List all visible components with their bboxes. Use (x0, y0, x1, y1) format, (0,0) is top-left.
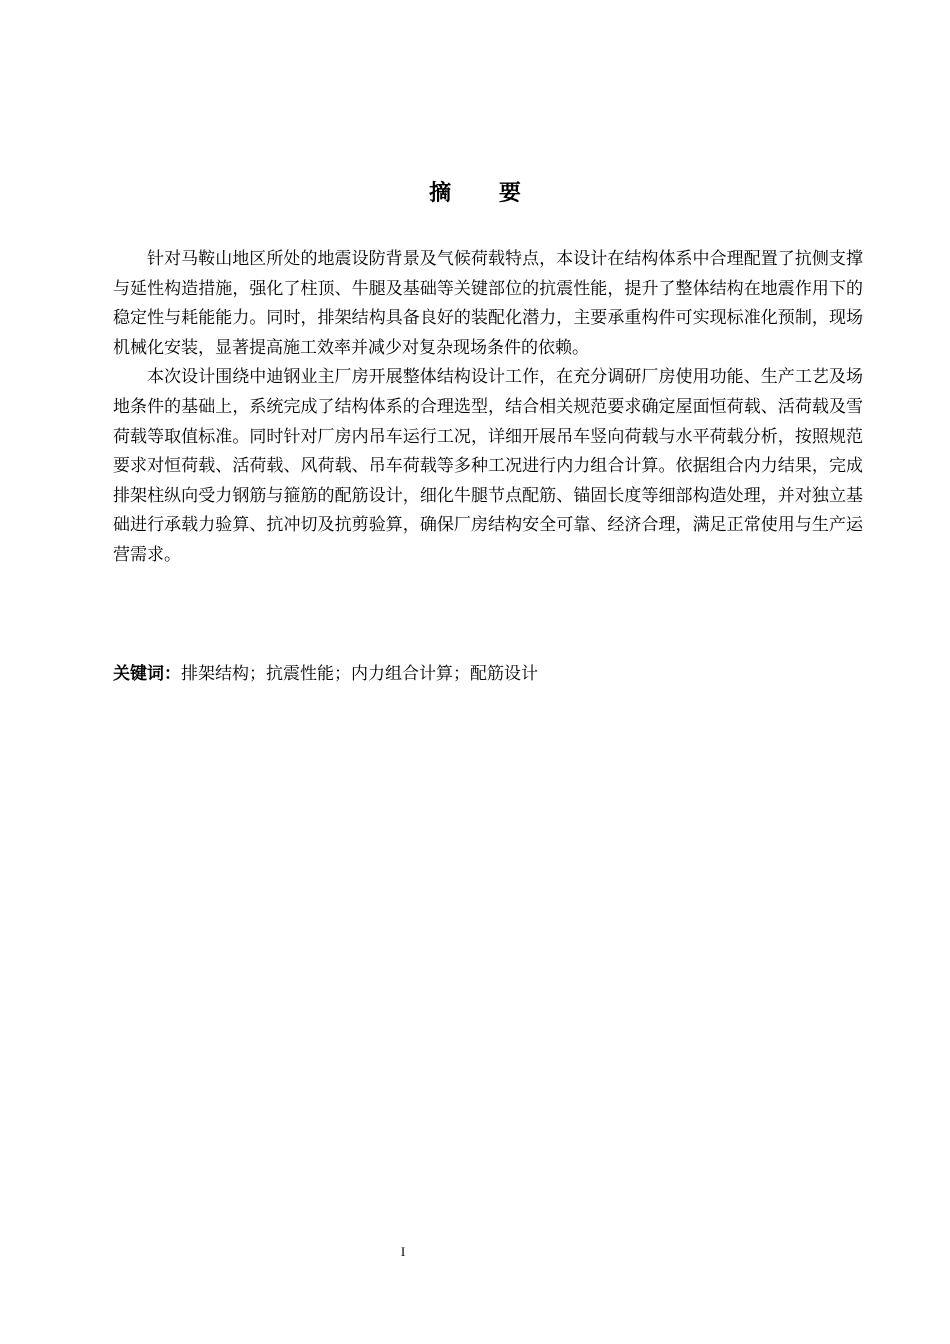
page-number: I (400, 1244, 406, 1259)
abstract-paragraph-1: 针对马鞍山地区所处的地震设防背景及气候荷载特点，本设计在结构体系中合理配置了抗侧支撑与延性构造措施，强化了柱顶、牛腿及基础等关键部位的抗震性能，提升了整体结构在地震作用下的稳定性与耗能能力。同时，排架结构具备良好的装配化潜力，主要承重构件可实现标准化预制，现场机械化安装，显著提高施工效率并减少对复杂现场条件的依赖。 (113, 249, 863, 358)
keywords-line (113, 660, 863, 690)
page-title: 摘 要 (429, 181, 541, 206)
abstract-paragraph-2: 本次设计围绕中迪钢业主厂房开展整体结构设计工作，在充分调研厂房使用功能、生产工艺及场地条件的基础上，系统完成了结构体系的合理选型，结合相关规范要求确定屋面恒荷载、活荷载及雪荷载等取值标准。同时针对厂房内吊车运行工况，详细开展吊车竖向荷载与水平荷载分析，按照规范要求对恒荷载、活荷载、风荷载、吊车荷载等多种工况进行内力组合计算。依据组合内力结果，完成排架柱纵向受力钢筋与箍筋的配筋设计，细化牛腿节点配筋、锚固长度等细部构造处理，并对独立基础进行承载力验算、抗冲切及抗剪验算，确保厂房结构安全可靠、经济合理，满足正常使用与生产运营需求。 (113, 367, 863, 565)
keywords-text: 排架结构；抗震性能；内力组合计算；配筋设计 (181, 664, 538, 684)
abstract-body (113, 245, 863, 571)
keywords-label: 关键词： (113, 664, 181, 684)
